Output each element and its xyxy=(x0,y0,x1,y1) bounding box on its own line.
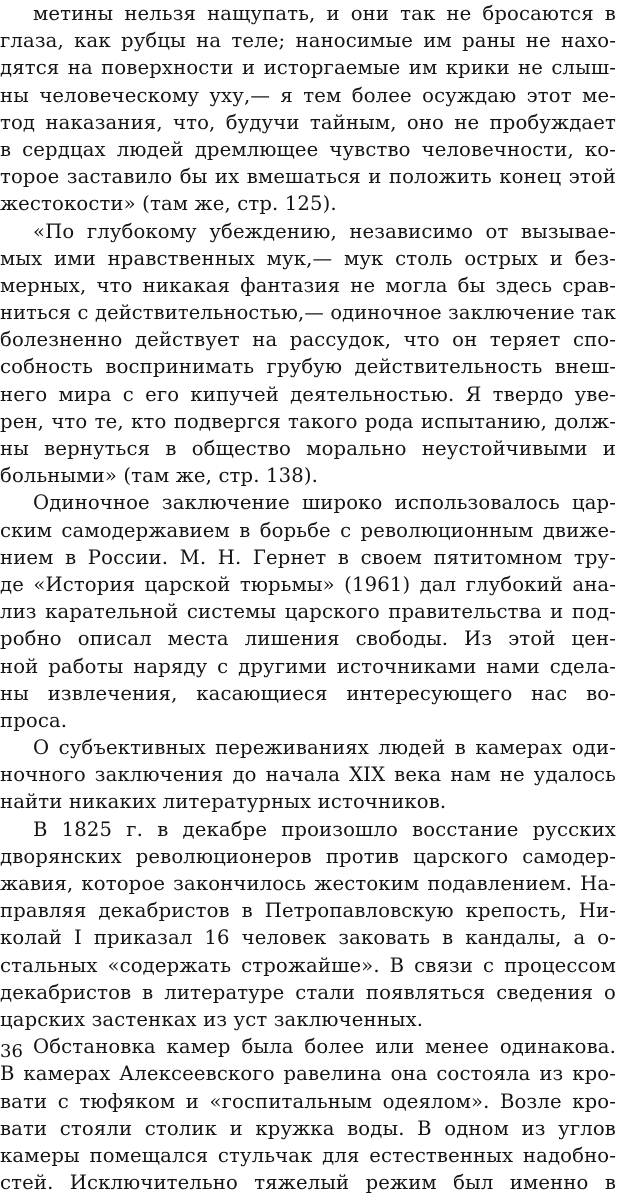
text-line: метины нельзя нащупать, и они так не бросаются в xyxy=(33,2,616,25)
text-line: дворянских революционеров против царского самодер- xyxy=(0,844,616,868)
paragraph xyxy=(0,218,616,490)
text-line: вати стояли столик и кружка воды. В одном из углов xyxy=(0,1116,616,1140)
paragraph xyxy=(0,734,616,816)
paragraph xyxy=(0,489,616,734)
paragraph xyxy=(0,0,616,218)
text-line: Обстановка камер была более или менее одинакова. xyxy=(33,1035,616,1059)
text-line: ночного заключения до начала XIX века нам не удалось xyxy=(0,763,616,787)
text-line: робно описал места лишения свободы. Из этой цен- xyxy=(0,627,616,651)
text-line: ны человеческому уху,— я тем более осуждаю этот ме- xyxy=(0,83,616,107)
text-line: проса. xyxy=(0,708,68,732)
text-line: торое заставило бы их вмешаться и положить конец этой xyxy=(0,165,616,189)
text-line: В 1825 г. в декабре произошло восстание русских xyxy=(33,817,616,841)
paragraph xyxy=(0,816,616,1034)
text-line: ной работы наряду с другими источниками нами сдела- xyxy=(0,654,616,678)
text-line: лиз карательной системы царского правительства и под- xyxy=(0,600,616,624)
text-line: него мира с его кипучей деятельностью. Я твердо уве- xyxy=(0,382,616,406)
text-line: Одиночное заключение широко использовалось цар- xyxy=(33,491,616,515)
text-line: камеры помещался стульчак для естественных надобно- xyxy=(0,1143,616,1167)
text-line: жавия, которое закончилось жестоким подавлением. На- xyxy=(0,872,616,895)
text-line: ны извлечения, касающиеся интересующего нас во- xyxy=(0,681,616,705)
text-line: рен, что те, кто подвергся такого рода испытанию, долж- xyxy=(0,409,616,433)
text-line: мерных, что никакая фантазия не могла бы здесь срав- xyxy=(0,273,616,297)
text-line: собность воспринимать грубую действительность внеш- xyxy=(0,355,616,379)
text-line: стей. Исключительно тяжелый режим был именно в xyxy=(0,1171,616,1195)
text-line: ны вернуться в общество морально неустойчивыми и xyxy=(0,437,616,460)
text-line: правляя декабристов в Петропавловскую крепость, Ни- xyxy=(0,899,616,923)
text-line: стальных «содержать строжайше». В связи с процессом xyxy=(0,953,616,977)
text-line: тод наказания, что, будучи тайным, оно не пробуждает xyxy=(0,110,616,134)
text-line: «По глубокому убеждению, независимо от вызывае- xyxy=(33,219,616,243)
paragraph xyxy=(0,1033,616,1196)
text-line: дятся на поверхности и исторгаемые им крики не слыш- xyxy=(0,56,616,80)
text-line: мых ими нравственных мук,— мук столь острых и без- xyxy=(0,246,616,270)
text-line: болезненно действует на рассудок, что он теряет спо- xyxy=(0,328,616,352)
text-line: декабристов в литературе стали появляться сведения о xyxy=(0,980,616,1004)
text-line: глаза, как рубцы на теле; наносимые им раны не нахо- xyxy=(0,29,616,53)
page-number: 36 xyxy=(0,1041,23,1062)
text-line: больными» (там же, стр. 138). xyxy=(0,464,319,488)
text-line: В камерах Алексеевского равелина она состояла из кро- xyxy=(0,1062,616,1086)
text-line: вати с тюфяком и «госпитальным одеялом». Возле кро- xyxy=(0,1089,616,1113)
text-line: де «История царской тюрьмы» (1961) дал глубокий ана- xyxy=(0,572,616,596)
text-line: колай I приказал 16 человек заковать в кандалы, а о- xyxy=(0,926,616,950)
text-line: найти никаких литературных источников. xyxy=(0,790,447,814)
text-line: ским самодержавием в борьбе с революционным движе- xyxy=(0,518,616,542)
text-line: в сердцах людей дремлющее чувство человечности, ко- xyxy=(0,137,616,161)
text-line: О субъективных переживаниях людей в камерах оди- xyxy=(33,736,616,760)
text-line: ниться с действительностью,— одиночное заключение так xyxy=(0,301,616,325)
text-line: нием в России. М. Н. Гернет в своем пятитомном тру- xyxy=(0,545,616,569)
text-line: царских застенках из уст заключенных. xyxy=(0,1007,424,1031)
text-line: жестокости» (там же, стр. 125). xyxy=(0,192,337,216)
